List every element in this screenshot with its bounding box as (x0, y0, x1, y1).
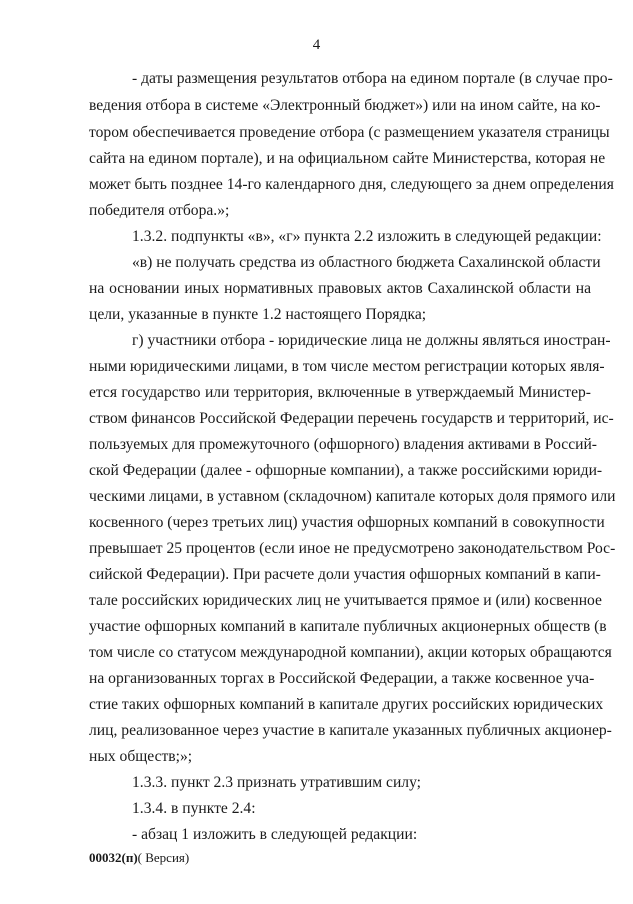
text-line: ных обществ;»; (89, 748, 193, 765)
text-line: тале российских юридических лиц не учитывается прямое и (или) косвенное (89, 592, 602, 609)
text-line: тором обеспечивается проведение отбора (с размещением указателя страницы (89, 124, 610, 141)
text-line: лиц, реализованное через участие в капитале указанных публичных акционер- (89, 722, 612, 739)
page-number: 4 (312, 37, 321, 53)
document-footer (89, 850, 189, 866)
text-line: косвенного (через третьих лиц) участия офшорных компаний в совокупности (89, 514, 605, 531)
text-line: ными юридическими лицами, в том числе местом регистрации которых явля- (89, 358, 605, 375)
text-line: ведения отбора в системе «Электронный бюджет») или на ином сайте, на ко- (89, 97, 601, 114)
document-code: 00032(п) (89, 850, 138, 865)
text-line: стие таких офшорных компаний в капитале других российских юридических (89, 696, 604, 713)
text-line: г) участники отбора - юридические лица не должны являться иностран- (132, 332, 611, 349)
document-version: ( Версия) (137, 850, 190, 865)
text-line: ческими лицами, в уставном (складочном) капитале которых доля прямого или (89, 488, 616, 505)
text-line: участие офшорных компаний в капитале публичных акционерных обществ (в (89, 618, 607, 635)
text-line: ством финансов Российской Федерации перечень государств и территорий, ис- (89, 410, 614, 427)
text-line: ской Федерации (далее - офшорные компании), а также российскими юриди- (89, 462, 603, 479)
text-line: на организованных торгах в Российской Федерации, а также косвенное уча- (89, 670, 595, 687)
text-line: 1.3.4. в пункте 2.4: (132, 800, 256, 817)
text-line: ется государство или территория, включенные в утверждаемый Министер- (89, 384, 591, 401)
text-line: может быть позднее 14-го календарного дня, следующего за днем определения (89, 176, 614, 193)
text-line: - абзац 1 изложить в следующей редакции: (132, 826, 418, 843)
text-line: победителя отбора.»; (89, 202, 230, 219)
text-line: сайта на едином портале), и на официальном сайте Министерства, которая не (89, 150, 606, 167)
text-line: цели, указанные в пункте 1.2 настоящего Порядка; (89, 306, 427, 323)
text-line: - даты размещения результатов отбора на едином портале (в случае про- (132, 70, 613, 87)
text-line: сийской Федерации). При расчете доли участия офшорных компаний в капи- (89, 566, 601, 583)
text-line: пользуемых для промежуточного (офшорного) владения активами в Россий- (89, 436, 597, 453)
text-line: превышает 25 процентов (если иное не предусмотрено законодательством Рос- (89, 540, 616, 557)
text-line: на основании иных нормативных правовых актов Сахалинской области на (89, 280, 591, 297)
text-line: «в) не получать средства из областного бюджета Сахалинской области (132, 254, 601, 271)
text-line: 1.3.2. подпункты «в», «г» пункта 2.2 изложить в следующей редакции: (132, 228, 602, 245)
text-line: том числе со статусом международной компании), акции которых обращаются (89, 644, 612, 661)
text-line: 1.3.3. пункт 2.3 признать утратившим силу; (132, 774, 422, 791)
